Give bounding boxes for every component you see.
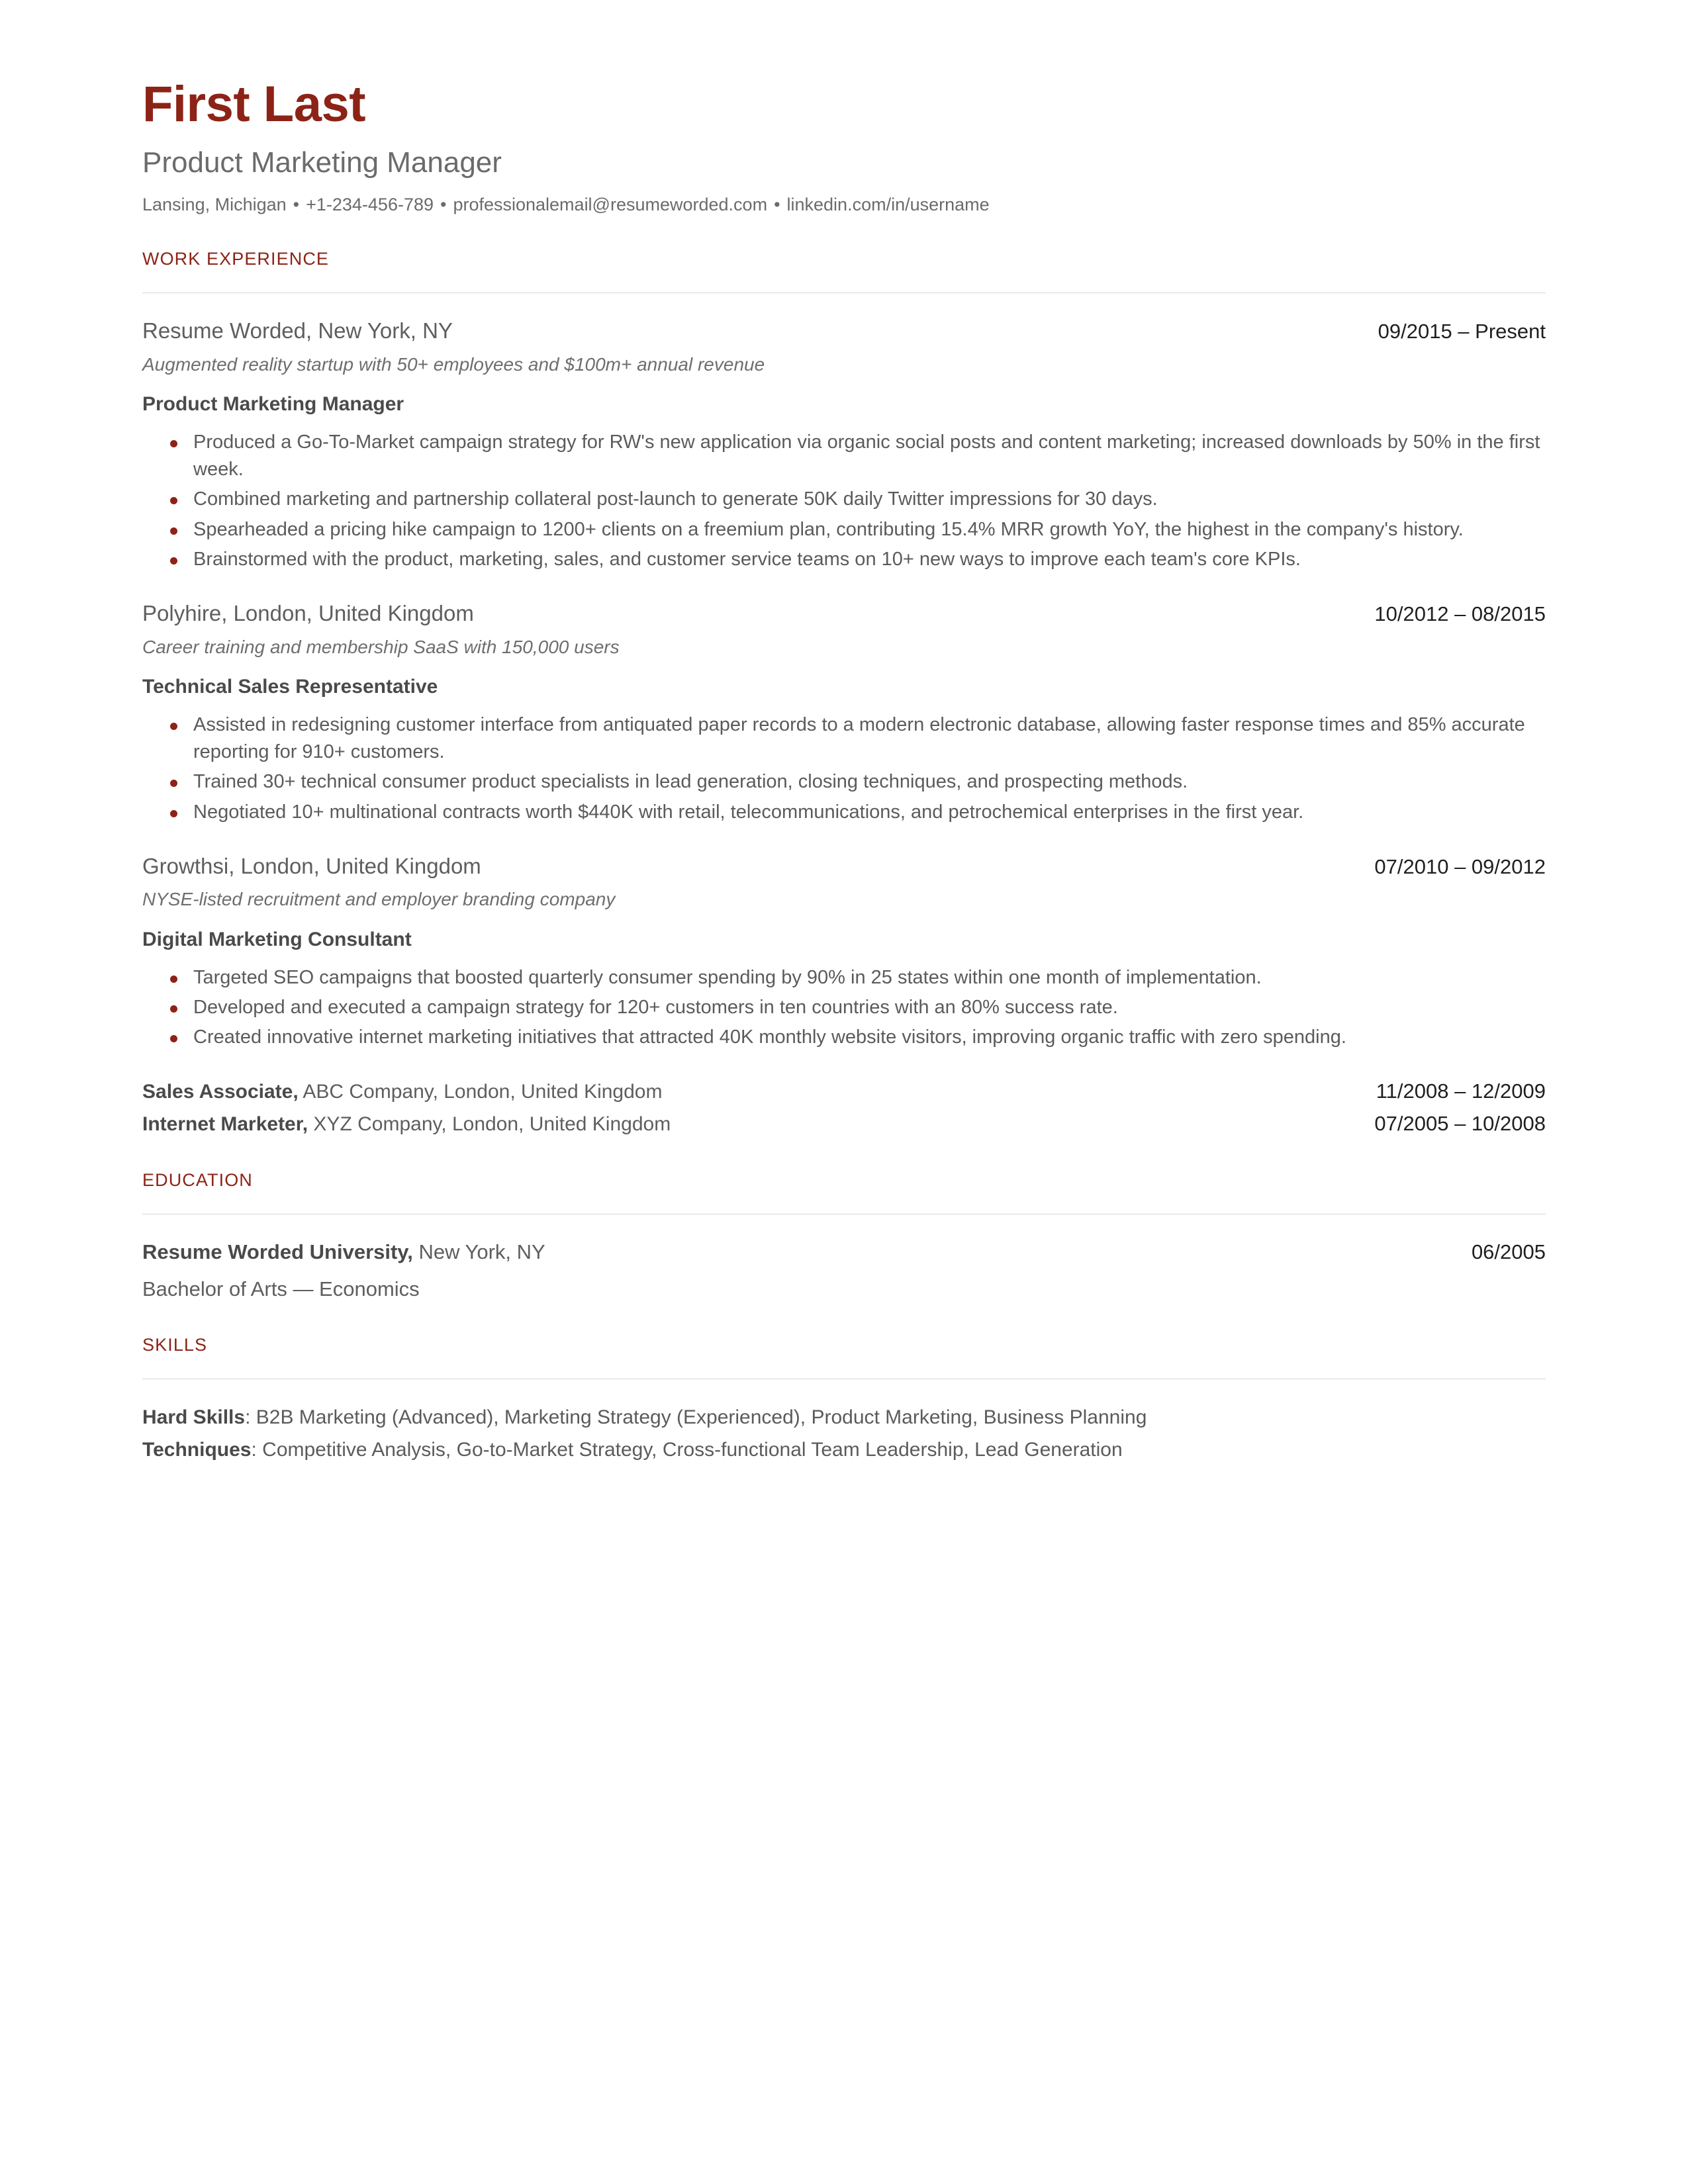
candidate-name: First Last (142, 76, 366, 132)
bullet-text: Negotiated 10+ multinational contracts worth $440K with retail, telecommunications, and petrochemical enterprises in the first year. (193, 801, 1304, 823)
bullet-dot-icon (170, 810, 177, 817)
skill-line (142, 1403, 1546, 1432)
bullet-item (142, 768, 1546, 796)
bullet-dot-icon (170, 976, 177, 983)
bullet-item (142, 711, 1546, 766)
education-dates: 06/2005 (1471, 1240, 1546, 1263)
education-entry-header (142, 1238, 1546, 1266)
work-entry (142, 852, 1546, 1052)
work-entry-bullets (142, 964, 1546, 1052)
work-entry-bullets (142, 429, 1546, 573)
bullet-item (142, 486, 1546, 513)
work-compact-dates: 07/2005 – 10/2008 (1374, 1111, 1546, 1135)
skill-line (142, 1435, 1546, 1465)
bullet-item (142, 546, 1546, 573)
work-entry-description: Career training and membership SaaS with 150,000 users (142, 636, 620, 657)
work-compact-company: XYZ Company, London, United Kingdom (308, 1113, 671, 1135)
bullet-text: Targeted SEO campaigns that boosted quarterly consumer spending by 90% in 25 states within one month of implementation. (193, 966, 1262, 988)
work-entry-role: Technical Sales Representative (142, 676, 438, 698)
work-compact-left (142, 1111, 671, 1138)
education-school: Resume Worded University, (142, 1240, 413, 1263)
section-skills (142, 1334, 1546, 1464)
skill-values: : B2B Marketing (Advanced), Marketing Strategy (Experienced), Product Marketing, Business Planning (245, 1406, 1147, 1428)
work-compact-left (142, 1079, 662, 1106)
work-entry-dates: 10/2012 – 08/2015 (1374, 602, 1546, 625)
skill-values: : Competitive Analysis, Go-to-Market Strategy, Cross-functional Team Leadership, Lead Generation (251, 1439, 1123, 1461)
bullet-text: Brainstormed with the product, marketing, sales, and customer service teams on 10+ new ways to improve each team's core KPIs. (193, 548, 1301, 570)
work-entry-dates: 09/2015 – Present (1378, 319, 1546, 343)
contact-location: Lansing, Michigan (142, 195, 287, 215)
work-entry-header (142, 317, 1546, 345)
work-entry-bullets (142, 711, 1546, 826)
work-entry-company: Resume Worded, New York, NY (142, 318, 453, 343)
work-entry-header (142, 600, 1546, 627)
contact-separator-1: • (293, 195, 300, 215)
bullet-text: Created innovative internet marketing initiatives that attracted 40K monthly website visitors, improving organic traffic with zero spending. (193, 1026, 1346, 1048)
contact-email[interactable]: professionalemail@resumeworded.com (453, 195, 768, 215)
bullet-text: Trained 30+ technical consumer product specialists in lead generation, closing techniques, and prospecting methods. (193, 771, 1188, 793)
section-title-work-experience: WORK EXPERIENCE (142, 249, 330, 269)
section-education (142, 1169, 1546, 1302)
work-entry-description: NYSE-listed recruitment and employer branding company (142, 889, 616, 910)
section-title-education: EDUCATION (142, 1170, 253, 1191)
skill-label: Techniques (142, 1439, 252, 1461)
contact-linkedin[interactable]: linkedin.com/in/username (786, 195, 990, 215)
education-location: New York, NY (412, 1240, 545, 1263)
work-compact-entry (142, 1110, 1546, 1138)
bullet-text: Produced a Go-To-Market campaign strategy for RW's new application via organic social posts and content marketing; increased downloads by 50% in the first week. (193, 432, 1540, 480)
bullet-item (142, 516, 1546, 543)
education-degree: Bachelor of Arts — Economics (142, 1277, 420, 1300)
bullet-dot-icon (170, 780, 177, 787)
work-entry-company: Growthsi, London, United Kingdom (142, 853, 481, 878)
bullet-item (142, 799, 1546, 826)
bullet-text: Spearheaded a pricing hike campaign to 1200+ clients on a freemium plan, contributing 15.4% MRR growth YoY, the highest in the company's history. (193, 518, 1464, 540)
work-compact-entry (142, 1077, 1546, 1106)
work-compact-role: Internet Marketer, (142, 1113, 308, 1135)
bullet-item (142, 994, 1546, 1021)
candidate-headline: Product Marketing Manager (142, 146, 502, 179)
work-entry-role: Digital Marketing Consultant (142, 928, 412, 950)
work-compact-dates: 11/2008 – 12/2009 (1376, 1079, 1546, 1103)
bullet-dot-icon (170, 497, 177, 504)
education-school-line (142, 1238, 545, 1266)
bullet-dot-icon (170, 557, 177, 565)
work-entry-company: Polyhire, London, United Kingdom (142, 600, 474, 625)
bullet-item (142, 1024, 1546, 1051)
work-entry-header (142, 852, 1546, 880)
bullet-text: Assisted in redesigning customer interface from antiquated paper records to a modern electronic database, allowing faster response times and 85% accurate reporting for 910+ customers. (193, 714, 1525, 763)
work-entry (142, 317, 1546, 573)
contact-phone: +1-234-456-789 (306, 195, 434, 215)
education-entry (142, 1238, 1546, 1303)
bullet-dot-icon (170, 440, 177, 447)
bullet-dot-icon (170, 1035, 177, 1042)
work-compact-company: ABC Company, London, United Kingdom (298, 1081, 663, 1103)
bullet-dot-icon (170, 723, 177, 730)
work-entry-description: Augmented reality startup with 50+ employees and $100m+ annual revenue (142, 353, 765, 375)
section-title-skills: SKILLS (142, 1335, 208, 1355)
bullet-dot-icon (170, 527, 177, 535)
bullet-text: Developed and executed a campaign strategy for 120+ customers in ten countries with an 80% success rate. (193, 997, 1118, 1019)
bullet-dot-icon (170, 1005, 177, 1013)
section-work-experience (142, 248, 1546, 1138)
bullet-text: Combined marketing and partnership collateral post-launch to generate 50K daily Twitter impressions for 30 days. (193, 488, 1158, 510)
contact-separator-2: • (440, 195, 447, 215)
work-entry-dates: 07/2010 – 09/2012 (1374, 854, 1546, 878)
contact-line (142, 193, 1546, 216)
work-entry-role: Product Marketing Manager (142, 393, 404, 416)
work-entry (142, 600, 1546, 826)
bullet-item (142, 964, 1546, 991)
contact-separator-3: • (774, 195, 780, 215)
resume-header (142, 76, 1546, 216)
skill-label: Hard Skills (142, 1406, 246, 1428)
bullet-item (142, 429, 1546, 483)
work-compact-role: Sales Associate, (142, 1081, 299, 1103)
work-compact-entries (142, 1077, 1546, 1138)
